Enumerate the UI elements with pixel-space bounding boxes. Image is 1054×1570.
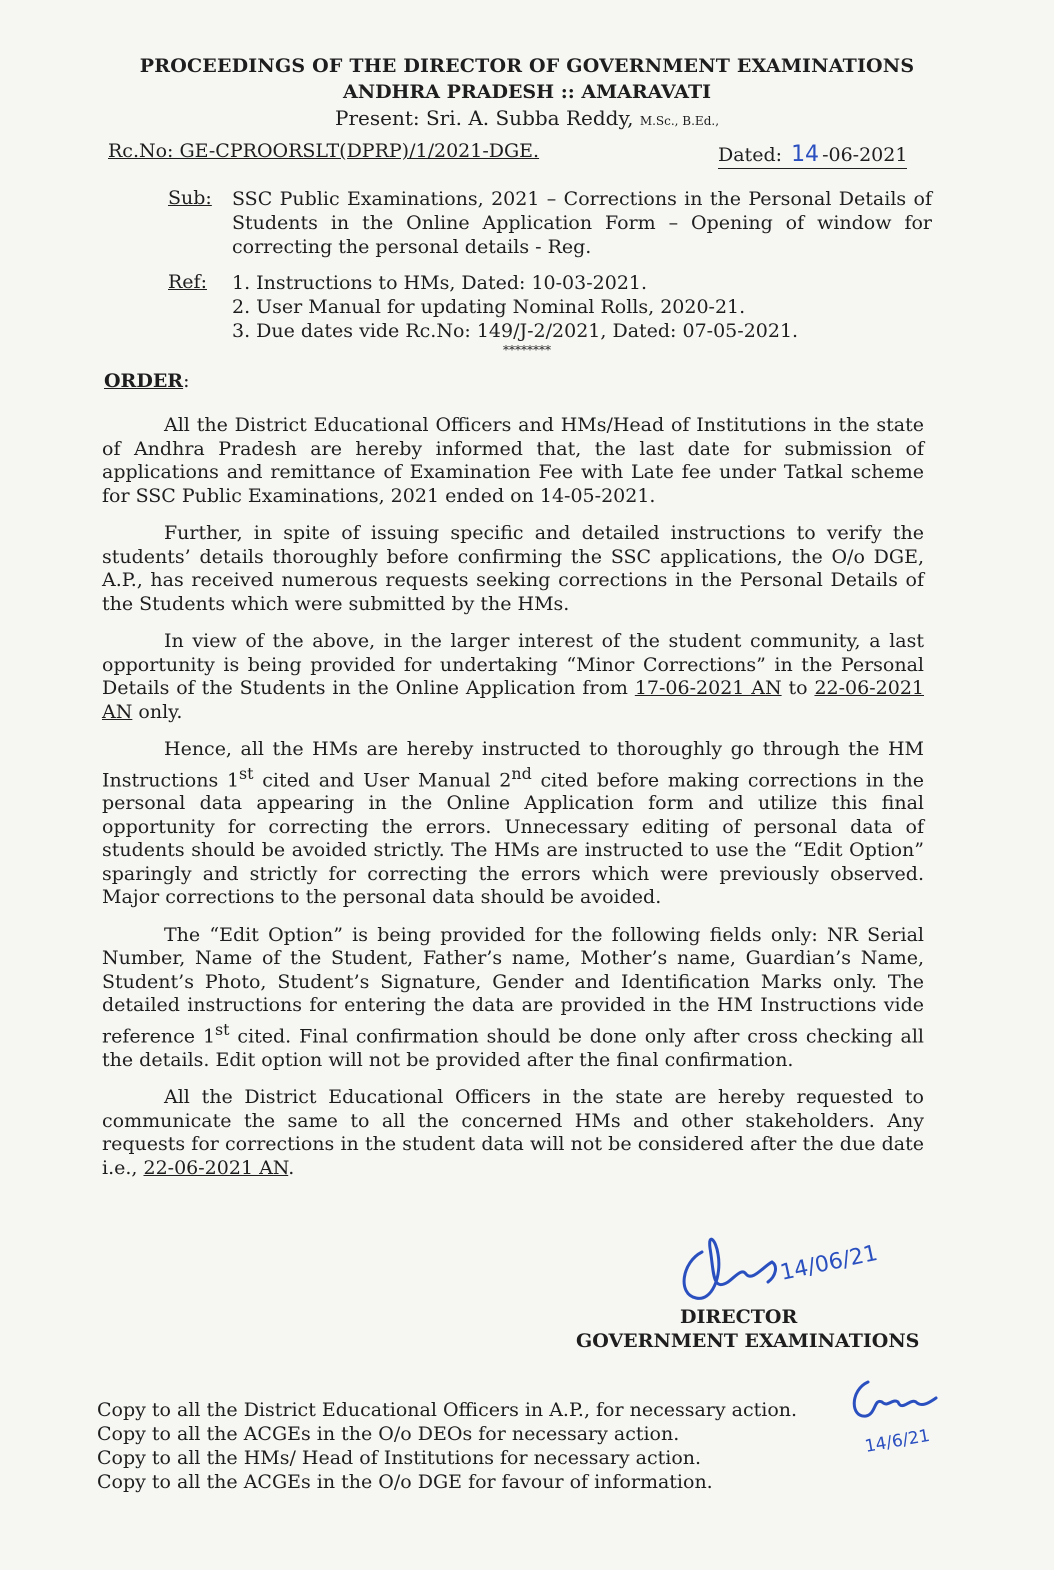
present-qualifications: M.Sc., B.Ed., <box>639 114 720 128</box>
separator-stars: ******** <box>503 343 551 357</box>
dated-handwritten-day: 14 <box>791 142 820 167</box>
order-label: ORDER <box>104 370 184 392</box>
window-end-date: 22-06-2021 AN <box>102 677 924 723</box>
order-heading <box>104 370 190 392</box>
government-examinations-designation: GOVERNMENT EXAMINATIONS <box>576 1330 920 1352</box>
copy-to-item: Copy to all the ACGEs in the O/o DEOs for necessary action. <box>97 1423 680 1445</box>
paragraph-1: All the District Educational Officers and HMs/Head of Institutions in the state of Andhra Pradesh are hereby informed that, the last date for submission of applications and remittance of Examination Fee with Late fee under Tatkal scheme for SSC Public Examinations, 2021 ended on 14-05-2021. <box>102 414 924 507</box>
reference-list <box>232 271 932 343</box>
paragraph-2: Further, in spite of issuing specific and detailed instructions to verify the students’ details thoroughly before confirming the SSC applications, the O/o DGE, A.P., has received numerous requests seeking corrections in the Personal Details of the Students which were submitted by the HMs. <box>102 522 924 615</box>
dated-line <box>718 142 907 169</box>
copy-to-item: Copy to all the District Educational Officers in A.P., for necessary action. <box>97 1399 798 1421</box>
copy-to-item: Copy to all the HMs/ Head of Institutions for necessary action. <box>97 1447 702 1469</box>
paragraph-4-text-c: cited before making corrections in the personal data appearing in the Online Application form and utilize this final opportunity for correcting the errors. Unnecessary editing of personal data of students should be avoided strictly. The HMs are instructed to use the “Edit Option” sparingly and strictly for correcting the errors which were previously observed. Major corrections to the personal data should be avoided. <box>102 768 924 909</box>
paragraph-3-text: In view of the above, in the larger interest of the student community, a last opportunity is being provided for undertaking “Minor Corrections” in the Personal Details of the Students in the Online Application from <box>102 630 924 699</box>
rc-number: Rc.No: GE-CPROORSLT(DPRP)/1/2021-DGE. <box>108 140 540 162</box>
paragraph-4-text-b: cited and User Manual 2 <box>253 768 512 791</box>
paragraph-3-end: only. <box>132 700 183 723</box>
subject-label: Sub: <box>168 187 212 209</box>
office-location: ANDHRA PRADESH :: AMARAVATI <box>342 81 712 103</box>
initials-date: 14/6/21 <box>863 1425 932 1457</box>
present-name: Present: Sri. A. Subba Reddy, <box>334 106 634 130</box>
paragraph-5-text-b: cited. Final confirmation should be done only after cross checking all the details. Edit option will not be provided after the final confirmation. <box>102 1025 924 1071</box>
reference-label: Ref: <box>168 271 207 293</box>
order-body <box>102 414 924 1194</box>
paragraph-3 <box>102 630 924 724</box>
paragraph-5 <box>102 924 924 1072</box>
signature-stroke <box>684 1239 775 1298</box>
paragraph-6-text: All the District Educational Officers in the state are hereby requested to communicate the same to all the concerned HMs and other stakeholders. Any requests for corrections in the student data will not be considered after the due date i.e., <box>102 1086 924 1179</box>
initials-stroke <box>854 1382 936 1416</box>
dated-suffix: -06-2021 <box>822 144 908 166</box>
order-colon: : <box>183 370 190 392</box>
ordinal-suffix: st <box>215 1019 230 1039</box>
paragraph-3-mid: to <box>781 677 815 699</box>
subject-text: SSC Public Examinations, 2021 – Corrections in the Personal Details of Students in the Online Application Form – Opening of window for correcting the personal details - Reg. <box>232 188 932 258</box>
copy-to-item: Copy to all the ACGEs in the O/o DGE for favour of information. <box>97 1471 713 1493</box>
reference-item: 3. Due dates vide Rc.No: 149/J-2/2021, Dated: 07-05-2021. <box>232 320 799 342</box>
due-date: 22-06-2021 AN <box>143 1156 289 1179</box>
paragraph-4-text-a: Hence, all the HMs are hereby instructed to thoroughly go through the HM Instructions 1 <box>102 738 924 791</box>
present-line <box>0 106 1054 130</box>
window-start-date: 17-06-2021 AN <box>634 677 782 699</box>
paragraph-6 <box>102 1086 924 1180</box>
paragraph-5-text-a: The “Edit Option” is being provided for the following fields only: NR Serial Number, Name of the Student, Father’s name, Mother’s name, Guardian’s Name, Student’s Photo, Student’s Signature, Gender and Identification Marks only. The detailed instructions for entering the data are provided in the HM Instructions vide reference 1 <box>102 923 924 1048</box>
reference-item: 2. User Manual for updating Nominal Rolls, 2020-21. <box>232 296 746 318</box>
paragraph-6-end: . <box>288 1156 295 1179</box>
paragraph-4 <box>102 738 924 910</box>
proceedings-title: PROCEEDINGS OF THE DIRECTOR OF GOVERNMENT EXAMINATIONS <box>139 55 915 77</box>
initials-signature <box>846 1372 946 1464</box>
director-signature <box>672 1232 912 1312</box>
reference-item: 1. Instructions to HMs, Dated: 10-03-2021. <box>232 272 648 294</box>
ordinal-suffix: nd <box>511 763 532 783</box>
ordinal-suffix: st <box>239 763 254 783</box>
director-designation: DIRECTOR <box>680 1306 798 1328</box>
copy-to-list <box>97 1398 797 1494</box>
signature-date: 14/06/21 <box>778 1240 880 1286</box>
dated-label: Dated: <box>718 144 783 166</box>
